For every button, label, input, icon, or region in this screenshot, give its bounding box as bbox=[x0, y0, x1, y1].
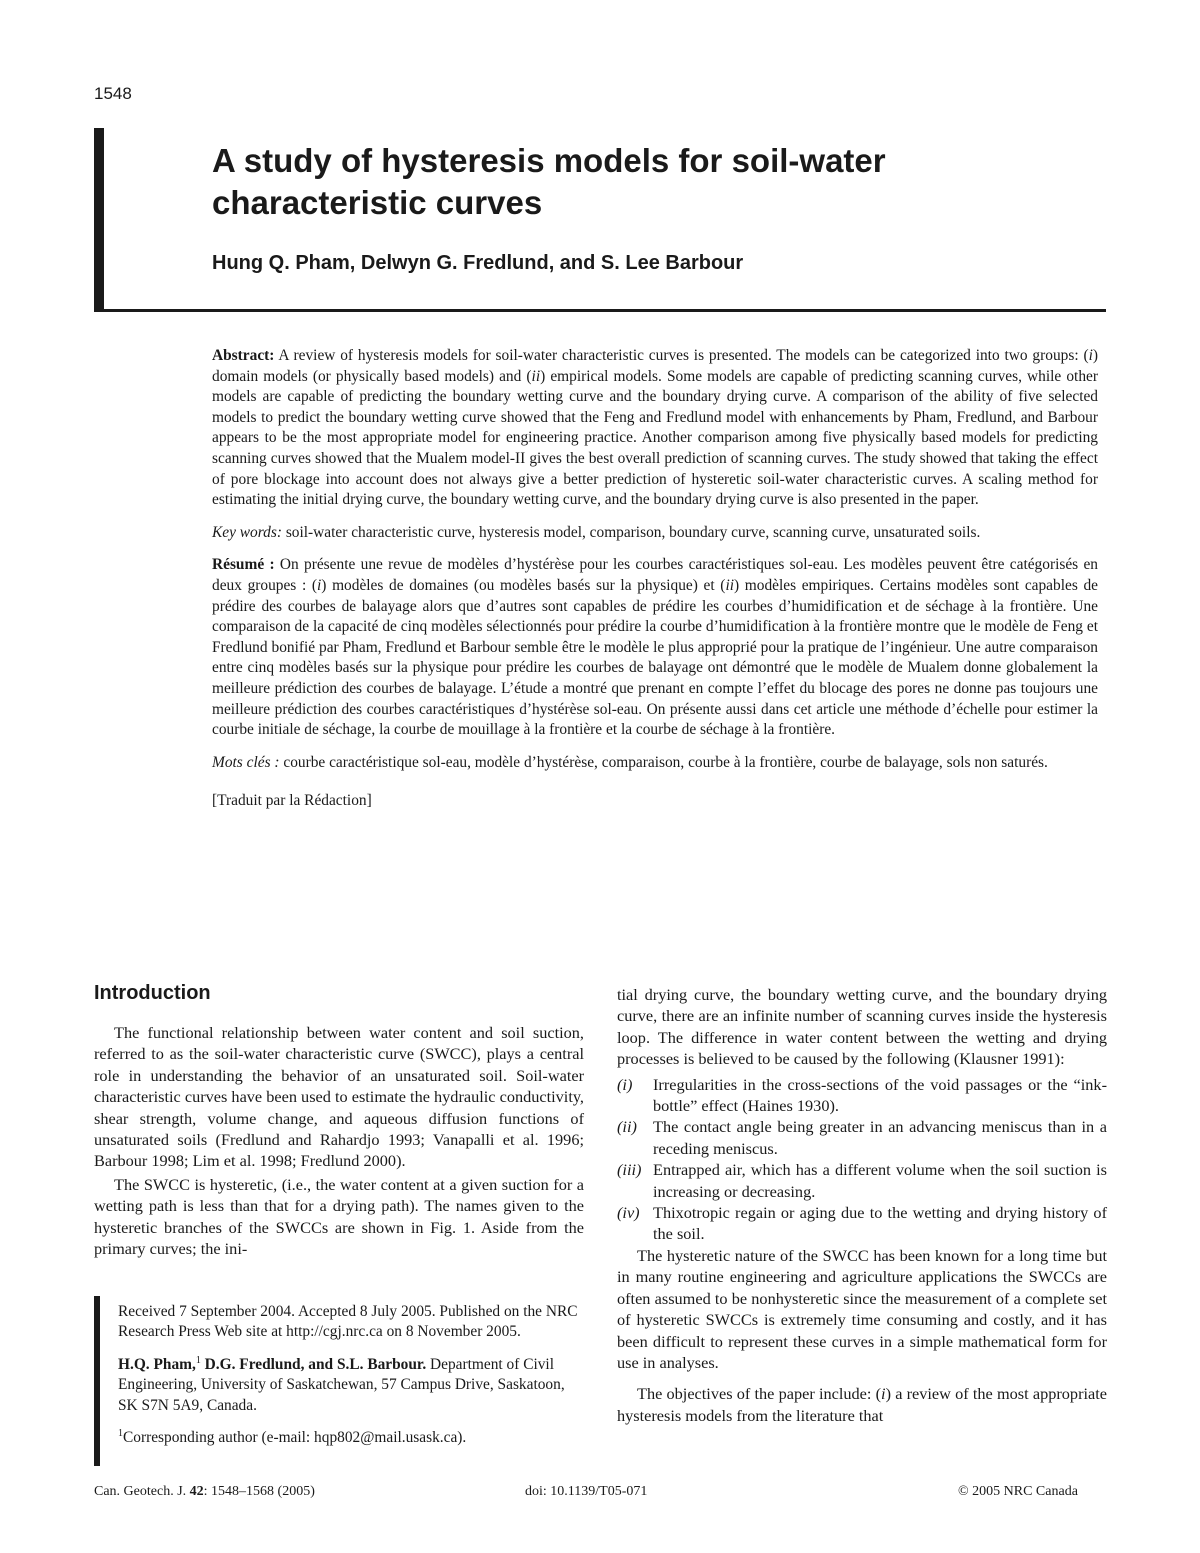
causes-list bbox=[617, 1074, 1107, 1245]
objectives-i: i bbox=[881, 1384, 886, 1404]
resume-i: i bbox=[317, 576, 322, 594]
list-text: Irregularities in the cross-sections of the void passages or the “ink-bottle” effect (Haines 1930). bbox=[653, 1074, 1107, 1116]
footer-journal-1: Can. Geotech. J. bbox=[94, 1484, 190, 1499]
abstract-i: i bbox=[1088, 347, 1093, 364]
resume-label: Résumé : bbox=[212, 556, 275, 574]
abstract-block bbox=[212, 346, 1098, 824]
resume-text-3: ) modèles empiriques. Certains modèles sont capables de prédire des courbes de balayage alors que d’autres sont capables de prédire les courbes d’humidification et de séchage à la frontière. Une comparaison de la capacité de cinq modèles sélectionnés pour prédire la courbe d’humidification à la frontière montre que le modèle de Feng et Fredlund bonifié par Pham, Fredlund et Barbour semble être le modèle le plus approprié pour la pratique de l’ingénieur. Une autre comparaison entre cinq modèles basés sur la physique pour prédire les courbes de balayage ont démontré que le modèle de Mualem donne globalement la meilleure prédiction des courbes de balayage. L’étude a montré que prenant en compte l’effet du blocage des pores ne donne pas toujours une meilleure prédiction des courbes caractéristiques d’hystérèse sol-eau. On présente aussi dans cet article une méthode d’échelle pour estimer la courbe initiale de séchage, la courbe de mouillage à la frontière et la courbe de séchage à la frontière. bbox=[212, 576, 1098, 739]
translation-note: [Traduit par la Rédaction] bbox=[212, 792, 372, 810]
resume-text-2: ) modèles de domaines (ou modèles basés sur la physique) et ( bbox=[321, 576, 726, 594]
list-marker: (i) bbox=[617, 1074, 633, 1094]
list-item bbox=[617, 1159, 1107, 1202]
abstract-text-3: ) empirical models. Some models are capable of predicting scanning curves, while other models are capable of predicting the boundary wetting curve and the boundary drying curve. A comparison of the ability of five selected models to predict the boundary wetting curve showed that the Feng and Fredlund model with enhancements by Pham, Fredlund, and Barbour appears to be the most appropriate model for engineering practice. Another comparison among five physically based models for predicting scanning curves showed that the Mualem model-II gives the best overall prediction of scanning curves. The study showed that taking the effect of pore blockage into account does not always give a better prediction of hysteretic soil-water characteristic curves. A scaling method for estimating the initial drying curve, the boundary wetting curve, and the boundary drying curve is also presented in the paper. bbox=[212, 367, 1098, 509]
keywords-label: Key words: bbox=[212, 523, 282, 541]
right-column bbox=[617, 984, 1107, 1426]
corresponding-text: Corresponding author (e-mail: hqp802@mail.usask.ca). bbox=[123, 1429, 467, 1447]
resume bbox=[212, 555, 1098, 740]
keywords-text: soil-water characteristic curve, hysteresis model, comparison, boundary curve, scanning curve, unsaturated soils. bbox=[281, 523, 981, 541]
resume-text-1: On présente une revue de modèles d’hystérèse pour les courbes caractéristiques sol-eau. Les modèles peuvent être catégorisés en deux groupes : ( bbox=[212, 556, 1098, 594]
abstract bbox=[212, 346, 1098, 511]
objectives-text-a: The objectives of the paper include: ( bbox=[637, 1384, 882, 1404]
affiliation-sup: 1 bbox=[195, 1354, 201, 1366]
affiliation-authors-2: D.G. Fredlund, and S.L. Barbour. bbox=[200, 1355, 427, 1373]
resume-ii: ii bbox=[725, 576, 734, 594]
abstract-label: Abstract: bbox=[212, 347, 275, 364]
list-text: Entrapped air, which has a different volume when the soil suction is increasing or decreasing. bbox=[653, 1160, 1107, 1201]
affiliation-text: Department of Civil Engineering, University of Saskatchewan, 57 Campus Drive, Saskatoon, SK S7N 5A9, Canada. bbox=[118, 1355, 565, 1414]
right-paragraph-1: tial drying curve, the boundary wetting curve, and the boundary drying curve, there are an infinite number of scanning curves inside the hysteresis loop. The difference in water content between the wetting and drying processes is believed to be caused by the following (Klausner 1991): bbox=[617, 985, 1107, 1069]
title-side-bar bbox=[94, 128, 104, 312]
mots-cles bbox=[212, 753, 1098, 774]
abstract-ii: ii bbox=[531, 367, 541, 385]
title-rule bbox=[94, 309, 1106, 312]
footer-copyright: © 2005 NRC Canada bbox=[958, 1484, 1078, 1499]
left-column bbox=[94, 980, 584, 1259]
received-note: Received 7 September 2004. Accepted 8 July 2005. Published on the NRC Research Press Web site at http://cgj.nrc.ca on 8 November 2005. bbox=[118, 1303, 578, 1341]
corresponding-sup: 1 bbox=[118, 1428, 123, 1440]
mots-cles-text: courbe caractéristique sol-eau, modèle d’hystérèse, comparaison, courbe à la frontière, courbe de balayage, sols non saturés. bbox=[279, 753, 1048, 771]
footer-journal bbox=[94, 1484, 315, 1500]
list-text: Thixotropic regain or aging due to the wetting and drying history of the soil. bbox=[653, 1203, 1107, 1244]
list-item bbox=[617, 1116, 1107, 1159]
footnote-content bbox=[118, 1302, 578, 1457]
list-text: The contact angle being greater in an advancing meniscus than in a receding meniscus. bbox=[653, 1117, 1107, 1158]
intro-paragraph-2: The SWCC is hysteretic, (i.e., the water content at a given suction for a wetting path is less than that for a drying path). The names given to the hysteretic branches of the SWCCs are shown in Fig. 1. Aside from the primary curves; the ini- bbox=[94, 1174, 584, 1259]
title-block bbox=[94, 128, 1106, 312]
list-marker: (iv) bbox=[617, 1203, 640, 1223]
list-marker: (iii) bbox=[617, 1160, 642, 1180]
objectives-text-b: ) a review of the most appropriate hysteresis models from the literature that bbox=[617, 1384, 1107, 1425]
footer-doi: doi: 10.1139/T05-071 bbox=[525, 1484, 648, 1499]
corresponding-author bbox=[118, 1424, 578, 1449]
right-paragraph-3 bbox=[617, 1383, 1107, 1426]
right-paragraph-2: The hysteretic nature of the SWCC has been known for a long time but in many routine engineering and agriculture applications the SWCCs are often assumed to be nonhysteretic since the measurement of a complete set of hysteretic SWCCs is extremely time consuming and costly, and it has been difficult to represent these curves in a simple mathematical form for use in analyses. bbox=[617, 1245, 1107, 1372]
paper-authors: Hung Q. Pham, Delwyn G. Fredlund, and S. Lee Barbour bbox=[212, 252, 744, 274]
footer-journal-volume: 42 bbox=[189, 1484, 204, 1499]
affiliation-authors-1: H.Q. Pham, bbox=[118, 1355, 196, 1373]
author-affiliation bbox=[118, 1351, 578, 1416]
keywords bbox=[212, 523, 1098, 544]
abstract-text-2: ) domain models (or physically based models) and ( bbox=[212, 347, 1098, 385]
list-item bbox=[617, 1074, 1107, 1117]
section-heading-introduction: Introduction bbox=[94, 982, 211, 1004]
intro-paragraph-1: The functional relationship between water content and soil suction, referred to as the soil-water characteristic curve (SWCC), plays a central role in understanding the behavior of an unsaturated soil. Soil-water characteristic curves have been used to estimate the hydraulic conductivity, shear strength, volume change, and aqueous diffusion functions of unsaturated soils (Fredlund and Rahardjo 1993; Vanapalli et al. 1996; Barbour 1998; Lim et al. 1998; Fredlund 2000). bbox=[94, 1023, 584, 1171]
mots-cles-label: Mots clés : bbox=[212, 753, 280, 771]
list-item bbox=[617, 1202, 1107, 1245]
paper-title: A study of hysteresis models for soil-water characteristic curves bbox=[212, 142, 886, 221]
footer-journal-2: : 1548–1568 (2005) bbox=[203, 1484, 315, 1499]
list-marker: (ii) bbox=[617, 1117, 637, 1137]
abstract-text-1: A review of hysteresis models for soil-water characteristic curves is presented. The models can be categorized into two groups: ( bbox=[274, 347, 1089, 364]
footnote-box bbox=[94, 1296, 590, 1466]
page-number: 1548 bbox=[94, 84, 132, 103]
